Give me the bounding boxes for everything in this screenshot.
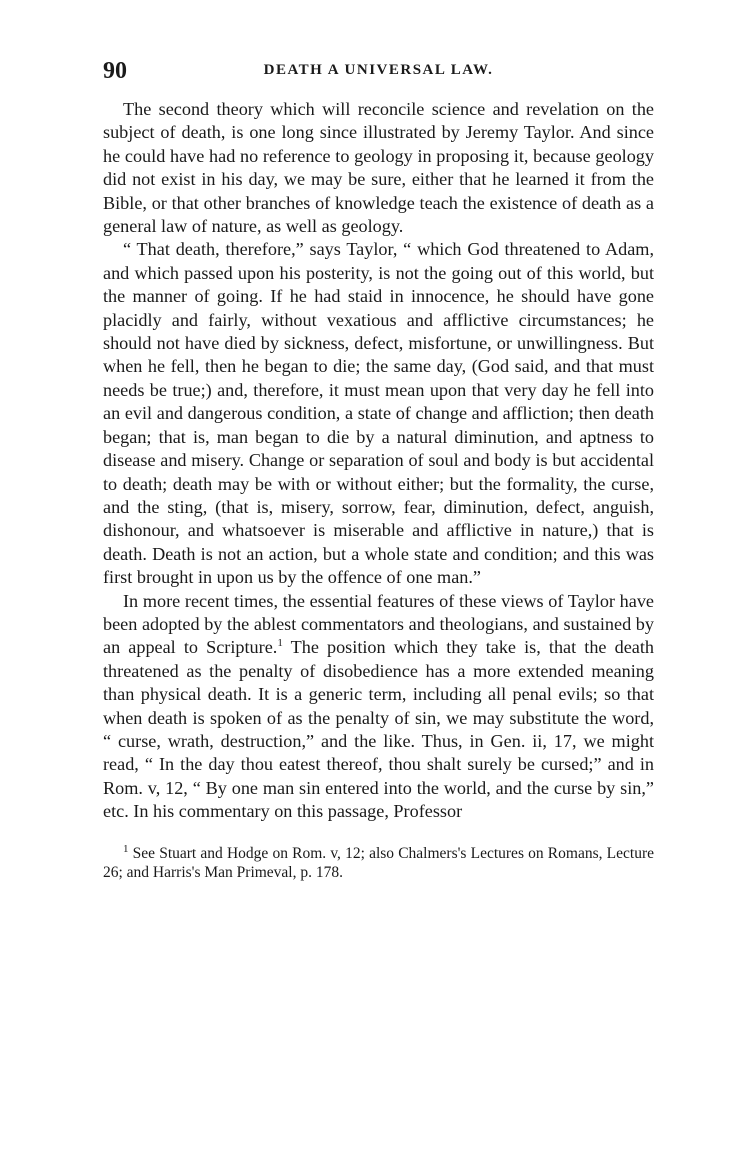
page-number: 90 <box>103 58 127 84</box>
footnote-mark: 1 <box>123 842 129 855</box>
paragraph-2: “ That death, therefore,” says Taylor, “ which God threatened to Adam, and which passed upon his posterity, is not the going out of this world, but the manner of going. If he had staid in innocence, he should have gone placidly and fairly, without vexatious and afflictive circumstances; he should not have died by sickness, defect, misfortune, or unwillingness. But when he fell, then he began to die; the same day, (God said, and that must needs be true;) and, therefore, it must mean upon that very day he fell into an evil and dangerous condition, a state of change and affliction; then death began; that is, man began to die by a natural diminution, and aptness to disease and misery. Change or separation of soul and body is but accidental to death; death may be with or without either; but the formality, the curse, and the sting, (that is, misery, sorrow, fear, diminution, defect, anguish, dishonour, and whatsoever is miserable and afflictive in nature,) that is death. Death is not an action, but a whole state and condition; and this was first brought in upon us by the offence of one man.” <box>103 239 654 588</box>
footnote-reference: 1 <box>277 637 283 650</box>
paragraph-1: The second theory which will reconcile science and revelation on the subject of death, is one long since illustrated by Jeremy Taylor. And since he could have had no reference to geology in proposing it, because geology did not exist in his day, we may be sure, either that he learned it from the Bible, or that other branches of knowledge teach the existence of death as a general law of nature, as well as geology. <box>103 99 654 237</box>
body-text <box>103 98 654 824</box>
footnote-text: See Stuart and Hodge on Rom. v, 12; also Chalmers's Lectures on Romans, Lecture 26; and Harris's Man Primeval, p. 178. <box>103 844 654 881</box>
page-header <box>103 52 654 88</box>
footnote <box>103 844 654 882</box>
running-head: DEATH A UNIVERSAL LAW. <box>263 62 494 78</box>
paragraph-3 <box>103 590 654 824</box>
paragraph-3-text-b: The position which they take is, that the death threatened as the penalty of disobedience has a more extended meaning than physical death. It is a generic term, including all penal evils; so that when death is spoken of as the penalty of sin, we may substitute the word, “ curse, wrath, destruction,” and the like. Thus, in Gen. ii, 17, we might read, “ In the day thou eatest thereof, thou shalt surely be cursed;” and in Rom. v, 12, “ By one man sin entered into the world, and the curse by sin,” etc. In his commentary on this passage, Professor <box>103 637 654 822</box>
paragraph-3-text-a: In more recent times, the essential features of these views of Taylor have been adopted by the ablest commentators and theologians, and sustained by an appeal to Scripture. <box>103 590 654 658</box>
